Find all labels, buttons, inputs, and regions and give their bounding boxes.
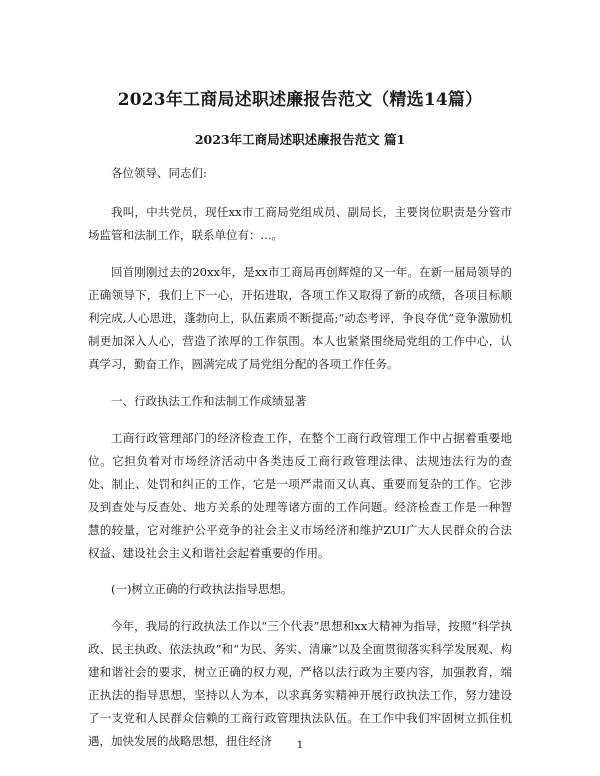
page-number: 1 (296, 739, 304, 751)
salutation: 各位领导、同志们: (111, 166, 207, 180)
paragraph-enforcement-work: 今年，我局的行政执法工作以“三个代表”思想和xx大精神为指导，按照“科学执政、民主执政、依法执政”和“为民、务实、清廉”以及全面贯彻落实科学发展观、构建和谐社会的要求，树立正确的权力观，严格以法行政为主要内容，加强教育，端正执法的指导思想，坚持以人为本，以求真务实精神开展行政执法工作，努力建设了一支党和人民群众信赖的工商行政管理执法队伍。在工作中我们牢固树立抓住机遇，加快发展的战略思想，扭住经济 (88, 619, 512, 748)
paragraph-economic-inspection: 工商行政管理部门的经济检查工作，在整个工商行政管理工作中占据着重要地位。它担负着对市场经济活动中各类违反工商行政管理法律、法规违法行为的查处、制止、处罚和纠正的工作，它是一项严肃而又认真、重要而复杂的工作。它涉及到查处与反查处、地方关系的处理等诸方面的工作问题。经济检查工作是一种智慧的较量，它对维护公平竞争的社会主义市场经济和维护ZUI广大人民群众的合法权益、建设社会主义和谐社会起着重要的作用。 (88, 431, 512, 560)
heading-guiding-ideology: (一)树立正确的行政执法指导思想。 (111, 582, 293, 596)
heading-enforcement-results: 一、行政执法工作和法制工作成绩显著 (111, 394, 307, 408)
section-title: 2023年工商局述职述廉报告范文 篇1 (194, 132, 406, 147)
paragraph-intro: 我叫，中共党员，现任xx市工商局党组成员、副局长，主要岗位职责是分管市场监管和法制工作，联系单位有：...。 (88, 205, 512, 242)
document-title: 2023年工商局述职述廉报告范文（精选14篇） (117, 90, 483, 110)
paragraph-review: 回首刚刚过去的20xx年，是xx市工商局再创辉煌的又一年。在新一届局领导的正确领导下，我们上下一心，开拓进取，各项工作又取得了新的成绩，各项目标顺利完成,人心思进，蓬勃向上，队伍素质不断提高;“动态考评，争良夺优”竞争激励机制更加深入人心，营造了浓厚的工作氛围。本人也紧紧围绕局党组的工作中心，认真学习，勤奋工作，圆满完成了局党组分配的各项工作任务。 (88, 265, 512, 371)
